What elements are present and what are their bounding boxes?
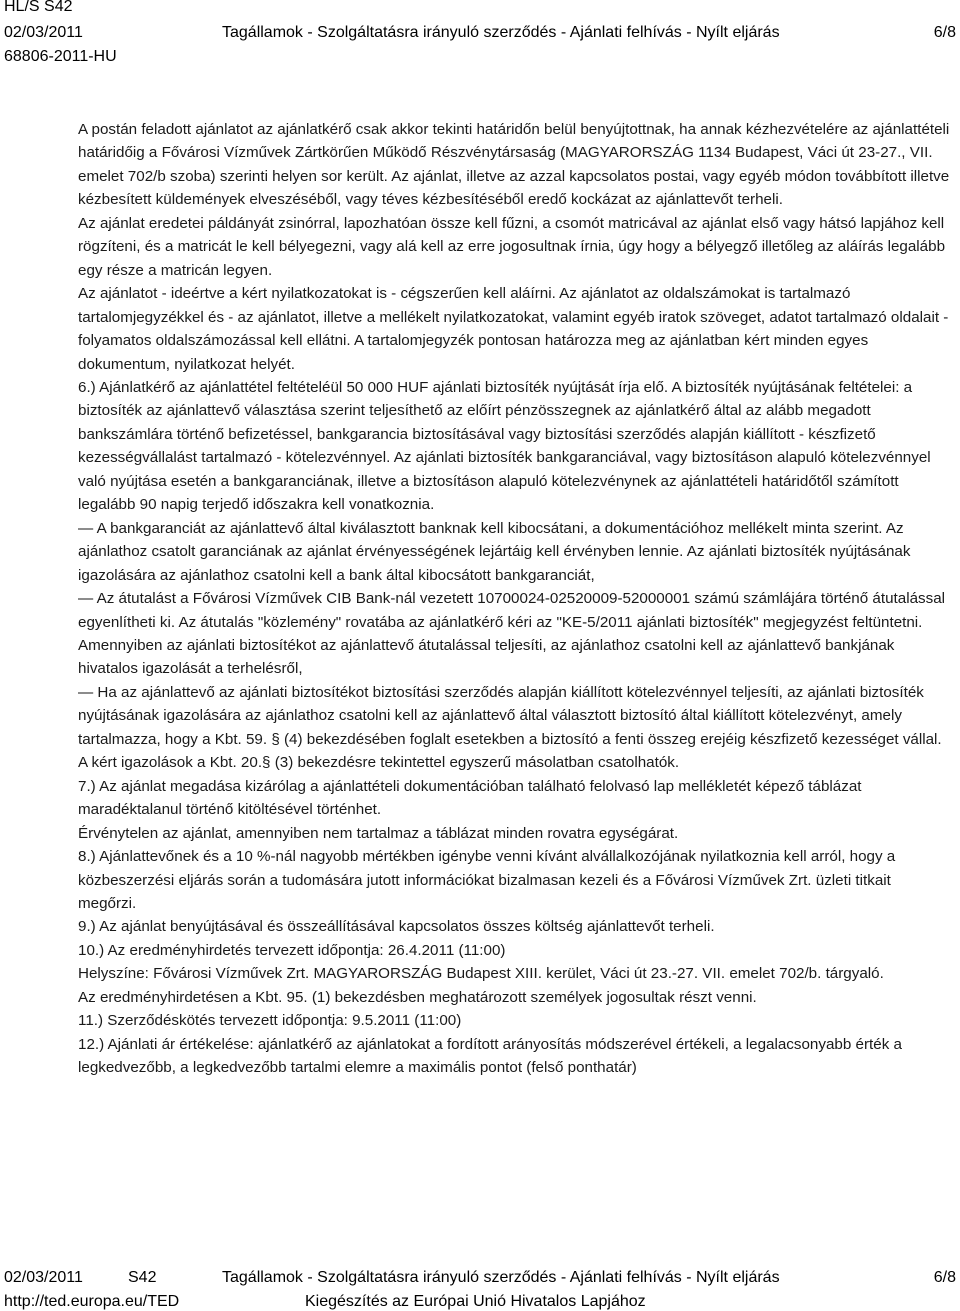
page-footer [0,1264,960,1311]
paragraph-attendees: Az eredményhirdetésen a Kbt. 95. (1) bekezdésben meghatározott személyek jogosultak részt venni. [78,988,757,1006]
paragraph-signature: Az ajánlatot - ideértve a kért nyilatkozatokat is - cégszerűen kell aláírni. Az ajánlatot az oldalszámokat is tartalmazó tartalomjegyzékkel és - az ajánlatot, illetve a mellékelt nyilatkozatokat, valamint egyéb iratok szöveget, adatot tartalmazó oldalait - folyamatos oldalszámozással kell ellátni. A tartalomjegyzék pontosan határozza meg az ajánlatban kért minden egyes dokumentum, nyilatkozat helyét. [78,285,949,373]
footer-date: 02/03/2011 [4,1269,83,1286]
footer-url: http://ted.europa.eu/TED [4,1293,180,1310]
paragraph-postal-submission: A postán feladott ajánlatot az ajánlatkérő csak akkor tekinti határidőn belül benyújtottnak, ha annak kézhezvételére az ajánlattételi határidőig a Fővárosi Vízművek Zártkörűen Működő Részvénytársaság (MAGYARORSZÁG 1134 Budapest, Váci út 23-27., VII. emelet 702/b szoba) szerinti helyen sor került. Az ajánlat, illetve az azzal kapcsolatos postai, vagy egyéb módon továbbított illetve kézbesített küldemények elveszéséből, vagy téves kézbesítéséből eredő kockázat az ajánlattevőt terheli. [78,121,950,209]
paragraph-result-location: Helyszíne: Fővárosi Vízművek Zrt. MAGYARORSZÁG Budapest XIII. kerület, Váci út 23.-27. VII. emelet 702/b. tárgyaló. [78,965,884,983]
paragraph-insurance: — Ha az ajánlattevő az ajánlati biztosítékot biztosítási szerződés alapján kiállított kötelezvénnyel teljesíti, az ajánlati biztosíték nyújtásának igazolására az ajánlathoz csatolni kell az ajánlattevő által választott biztosító által kiállított kötelezvényt, amely tartalmazza, hogy a Kbt. 59. § (4) bekezdésében foglalt esetekben a biztosító a fenti összeg erejéig készfizető kezességet vállal. A kért igazolások a Kbt. 20.§ (3) bekezdésre tekintettel egyszerű másolatban csatolhatók. [78,683,942,772]
header-page-number: 6/8 [933,24,956,41]
header-notice-number: 68806-2011-HU [4,48,117,65]
footer-publication: Kiegészítés az Európai Unió Hivatalos Lapjához [305,1293,646,1310]
paragraph-contract-date: 11.) Szerződéskötés tervezett időpontja: 9.5.2011 (11:00) [78,1012,462,1030]
paragraph-invalid-offer: Érvénytelen az ajánlat, amennyiben nem tartalmaz a táblázat minden rovatra egységárat. [78,824,679,842]
header-doc-id: HL/S S42 [4,0,73,15]
footer-title: Tagállamok - Szolgáltatásra irányuló szerződés - Ajánlati felhívás - Nyílt eljárás [222,1269,780,1286]
paragraph-bank-guarantee: — A bankgaranciát az ajánlattevő által kiválasztott banknak kell kibocsátani, a dokumentációhoz mellékelt minta szerint. Az ajánlathoz csatolt garanciának az ajánlat érvényességének lejártáig kell érvényben lennie. Az ajánlati biztosíték nyújtásának igazolására az ajánlathoz csatolni kell a bank által kibocsátott bankgaranciát, [78,519,911,584]
footer-page-number: 6/8 [933,1269,956,1286]
paragraph-costs: 9.) Az ajánlat benyújtásával és összeállításával kapcsolatos összes költség ajánlattevőt terheli. [78,918,715,936]
header-title: Tagállamok - Szolgáltatásra irányuló szerződés - Ajánlati felhívás - Nyílt eljárás [222,24,780,41]
page-header [0,0,960,70]
header-date: 02/03/2011 [4,24,83,41]
paragraph-result-date: 10.) Az eredményhirdetés tervezett időpontja: 26.4.2011 (11:00) [78,941,506,959]
paragraph-price-evaluation: 12.) Ajánlati ár értékelése: ajánlatkérő az ajánlatokat a fordított arányosítás módszerével értékeli, a legalacsonyabb érték a legkedvezőbb, a legkedvezőbb tartalmi elemre a maximális pontot (felső ponthatár) [78,1035,902,1077]
document-body [78,118,952,1080]
paragraph-bid-bond: 6.) Ajánlatkérő az ajánlattétel feltételéül 50 000 HUF ajánlati biztosíték nyújtását írja elő. A biztosíték nyújtásának feltételei: a biztosíték az ajánlattevő választása szerint teljesíthető az előírt pénzösszegnek az ajánlatkérő által az alább megadott bankszámlára történő befizetéssel, bankgarancia biztosításával vagy biztosítási szerződés alapján kiállított - készfizető kezességvállalást tartalmazó - kötelezvénnyel. Az ajánlati biztosíték bankgaranciával, vagy biztosításon alapuló kötelezvénnyel való nyújtása esetén a bankgaranciának, illetve a biztosításon alapuló kötelezvénynek az ajánlattételi határidőtől számított legalább 90 napig terjedő időszakra kell vonatkoznia. [78,378,931,514]
paragraph-confidentiality: 8.) Ajánlattevőnek és a 10 %-nál nagyobb mértékben igénybe venni kívánt alvállalkozójának nyilatkoznia kell arról, hogy a közbeszerzési eljárás során a tudomására jutott információkat bizalmasan kezeli és a Fővárosi Vízművek Zrt. üzleti titkait megőrzi. [78,848,896,912]
paragraph-transfer: — Az átutalást a Fővárosi Vízművek CIB Bank-nál vezetett 10700024-02520009-52000001 számú számlájára történő átutalással egyenlítheti ki. Az átutalás "közlemény" rovatába az ajánlatkérő kéri az "KE-5/2011 ajánlati biztosíték" megjegyzést feltüntetni. Amennyiben az ajánlati biztosítékot az ajánlattevő átutalással teljesíti, az ajánlathoz csatolni kell az ajánlattevő bankjának hivatalos igazolását a terhelésről, [78,590,946,678]
paragraph-binding: Az ajánlat eredetei páldányát zsinórral, lapozhatóan össze kell fűzni, a csomót matricával az ajánlat első vagy hátsó lapjához kell rögzíteni, és a matricát le kell bélyegezni, vagy alá kell az erre jogosultnak írnia, úgy hogy a bélyegző illetőleg az aláírás legalább egy része a matricán legyen. [78,214,946,279]
footer-code: S42 [128,1269,157,1286]
paragraph-offer-table: 7.) Az ajánlat megadása kizárólag a ajánlattételi dokumentációban található felolvasó lap mellékletét képező táblázat maradéktalanul történő kitöltésével történhet. [78,777,862,819]
